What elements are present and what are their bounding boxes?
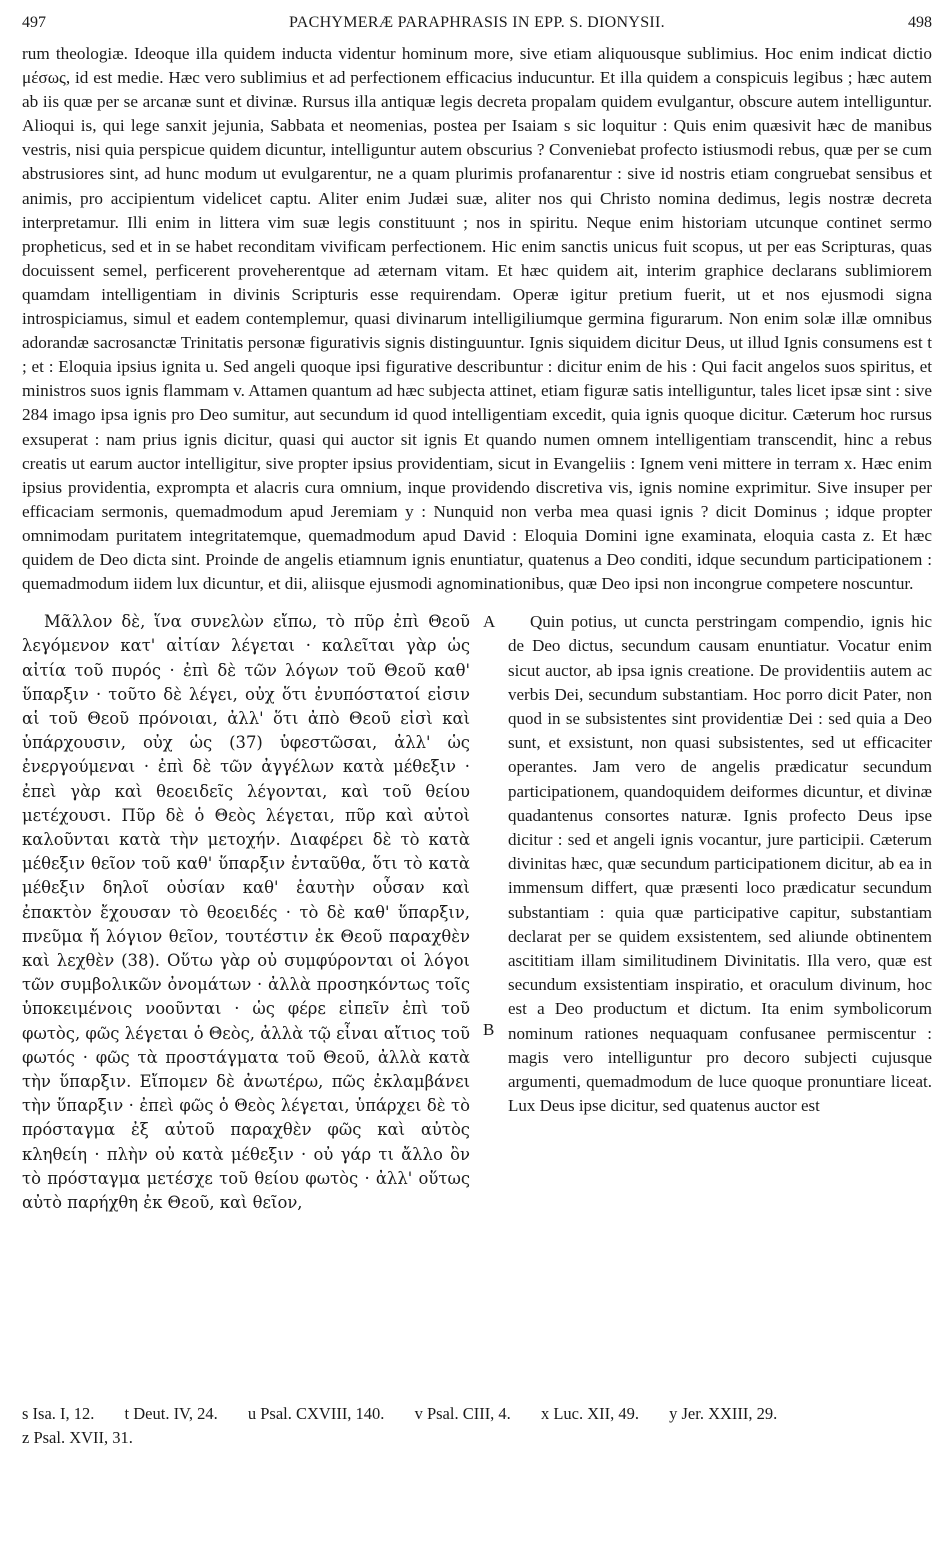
running-title: PACHYMERÆ PARAPHRASIS IN EPP. S. DIONYSII. bbox=[289, 14, 665, 31]
margin-marker-b: B bbox=[483, 1020, 495, 1040]
footnote-item: x Luc. XII, 49. bbox=[540, 1404, 639, 1423]
footnote-item: t Deut. IV, 24. bbox=[124, 1404, 218, 1423]
page-header bbox=[22, 8, 932, 36]
page bbox=[22, 8, 932, 1230]
greek-column bbox=[22, 610, 470, 1215]
latin-paragraph-top bbox=[22, 42, 932, 596]
footnote-item: z Psal. XVII, 31. bbox=[22, 1428, 133, 1447]
latin-column-text: Quin potius, ut cuncta perstringam compendio, ignis hic de Deo dictus, secundum causam enuntiatur. Vocatur enim sicut auctor, ab ipsa ignis creatione. De providentiis autem ac verbis Dei, secundum substantiam. Hoc porro dicit Pater, non quod in se subsistentes sint providentiæ Dei : sed quia a Deo sunt, et exsistunt, non quasi subsistentes, sed ut efficaciter operantes. Jam vero de angelis prædicatur secundum participationem, quandoquidem deiformes dicuntur, et divinæ quadantenus consortes naturæ. Ignis profecto Deus ipse dicitur : sed et angeli ignis vocantur, jure participii. Cæterum divinitas hæc, quæ secundum participationem dicitur, ab ea in immensum differt, quæ præsenti loco prædicatur secundum substantiam : quia quæ participative capitur, substantiam declarat per se quidem exsistentem, sed aliunde obtinentem ascititiam illam similitudinem Divinitatis. Illa vero, quæ est secundum exsistentiam inspiratio, et oraculum divinum, hoc est a Deo productum et dictum. Ita enim symbolicorum nominum rationes nequaquam confusanee permiscentur : magis vero intelliguntur pro decoro subjecti cujusque argumenti, quemadmodum de luce quoque pronuntiare liceat. Lux Deus ipse dicitur, sed quatenus auctor est bbox=[508, 612, 932, 1116]
page-number-left: 497 bbox=[22, 14, 46, 31]
margin-marker-a: A bbox=[483, 612, 496, 632]
greek-text: Μᾶλλον δὲ, ἵνα συνελὼν εἴπω, τὸ πῦρ ἐπὶ Θεοῦ λεγόμενον κατ' αἰτίαν λέγεται · καλεῖται γὰρ ὡς αἰτία τοῦ πυρός · ἐπὶ δὲ τῶν λόγων τοῦ Θεοῦ καθ' ὕπαρξιν · τοῦτο δὲ λέγει, οὐχ ὅτι ἐνυπόστατοί εἰσιν αἱ τοῦ Θεοῦ πρόνοιαι, ἀλλ' ὅτι ἀπὸ Θεοῦ εἰσὶ καὶ ὑπάρχουσιν, οὐχ ὡς (37) ὑφεστῶσαι, ἀλλ' ὡς ἐνεργούμεναι · ἐπὶ δὲ τῶν ἀγγέλων κατὰ μέθεξιν · ἐπεὶ γὰρ καὶ θεοειδεῖς λέγονται, καὶ τοῦ θείου μετέχουσι. Πῦρ δὲ ὁ Θεὸς λέγεται, πῦρ καὶ αὐτοὶ καλοῦνται κατὰ τὴν μετοχήν. Διαφέρει δὲ τὸ κατὰ μέθεξιν θεῖον τοῦ καθ' ὕπαρξιν ἐνταῦθα, ὅτι τὸ κατὰ μέθεξιν δηλοῖ οὐσίαν καθ' ἑαυτὴν οὖσαν καὶ ἐπακτὸν ἔχουσαν τὸ θεοειδές · τὸ δὲ καθ' ὕπαρξιν, πνεῦμα ἤ λόγιον θεῖον, τουτέστιν ἐκ Θεοῦ παραχθὲν καὶ λεχθὲν (38). Οὕτω γὰρ οὐ συμφύρονται οἱ λόγοι τῶν συμβολικῶν ὀνομάτων · ἀλλὰ προσηκόντως τοῖς ὑποκειμένοις νοοῦνται · ὡς φέρε εἰπεῖν ἐπὶ τοῦ φωτὸς, φῶς λέγεται ὁ Θεὸς, ἀλλὰ τῷ εἶναι αἴτιος τοῦ φωτός · φῶς τὰ προστάγματα τοῦ Θεοῦ, ἀλλὰ κατὰ τὴν ὕπαρξιν. Εἴπομεν δὲ ἀνωτέρω, πῶς ἐκλαμβάνει τὴν ὕπαρξιν · ἐπεὶ φῶς ὁ Θεὸς λέγεται, ὑπάρχει δὲ τὸ πρόσταγμα ἐξ αὐτοῦ παραχθὲν φῶς καὶ αὐτὸς κληθείη · πλὴν οὐ κατὰ μέθεξιν · οὐ γάρ τι ἄλλο ὂν τὸ πρόσταγμα μετέσχε τοῦ θείου φωτὸς · ἀλλ' οὕτως αὐτὸ παρήχθη ἐκ Θεοῦ, καὶ θεῖον, bbox=[22, 612, 470, 1213]
footnotes bbox=[22, 1402, 932, 1450]
footnote-item: s Isa. I, 12. bbox=[22, 1404, 95, 1423]
footnote-item: y Jer. XXIII, 29. bbox=[669, 1404, 778, 1423]
page-number-right: 498 bbox=[908, 14, 932, 31]
latin-top-text: rum theologiæ. Ideoque illa quidem inducta videntur hominum more, sive etiam aliquousque sublimius. Hoc enim indicat dictio μέσως, id est medie. Hæc vero sublimius et ad perfectionem efficacius inducuntur. Et illa quidem a conspicuis legibus ; hæc autem ab iis quæ per se arcanæ sunt et divinæ. Rursus illa antiquæ legis decreta propalam quidem evulgantur, obscure autem intelliguntur. Alioqui is, qui lege sanxit jejunia, Sabbata et neomenias, postea per Isaiam s sic loquitur : Quis enim quæsivit hæc de manibus vestris, nisi quia perspicue quidem dicuntur, intelliguntur autem obscurius ? Conveniebat profecto istiusmodi rebus, quæ per se cum abstrusiores sint, ad hunc modum ut evulgarentur, ne a quam plurimis profanarentur : sive id nostris etiam congruebat sensibus et animis, pro accipientum videlicet captu. Aliter enim Judæi suæ, aliter nos qui Christo nomina dedimus, legis nostræ decreta interpretamur. Illi enim in littera vim suæ legis constituunt ; nos in spiritu. Neque enim historiam utcunque continet sermo propheticus, sed et in se habet reconditam vivificam perfectionem. Hic enim sanctis unicus fuit scopus, ut per eas Scripturas, quas docuissent semel, perficerent proveherentque ad æternam vitam. Et hæc quidem ait, interim graphice declarans sublimiorem quamdam intelligentiam in divinis Scripturis esse requirendam. Operæ igitur pretium fuerit, ut et nos ejusmodi signa introspiciamus, simul et eadem contemplemur, quasi divinarum intelligiliumque germina figurarum. Non enim solæ illæ omnibus adorandæ sacrosanctæ Trinitatis personæ figurativis signis distinguuntur. Ignis siquidem dicitur Deus, ut illud Ignis consumens est t ; et : Eloquia ipsius ignita u. Sed angeli quoque ipsi figurative describuntur : dicitur enim de his : Qui facit angelos suos spiritus, et ministros suos ignis flammam v. Attamen quantum ad hæc subjecta attinet, etiam figuræ satis intelliguntur, tales licet ipsæ sint : sive 284 imago ipsa ignis pro Deo sumitur, aut secundum id quod intelligentiam excedit, quia ignis quoque dicitur. Cæterum hoc rursus exsuperat : nam prius ignis dicitur, quasi qui auctor sit ignis Et quando numen omnem intelligentiam transcendit, hinc a rebus creatis ut earum auctor intelligitur, sive propter ipsius providentiam, sicut in Evangeliis : Ignem veni mittere in terram x. Hæc enim ipsius providentia, exprompta et alacris cura omnium, inque providendo discretiva vis, ignis nomine exprimitur. Sive insuper per efficaciam sermonis, quemadmodum apud Jeremiam y : Nunquid non verba mea quasi ignis ? dicit Dominus ; idque propter omnimodam puritatem integritatemque, quemadmodum apud David : Eloquia Domini igne examinata, eloquia casta z. Et hæc quidem de Deo dicta sint. Proinde de angelis etiamnum ignis enuntiatur, quatenus a Deo conditi, idque secundum participationem : quemadmodum iidem lux dicuntur, et dii, aliisque ejusmodi agnominationibus, quæ Deo ipsi non incongrue competere noscuntur. bbox=[22, 44, 932, 594]
footnote-item: v Psal. CIII, 4. bbox=[414, 1404, 511, 1423]
parallel-columns bbox=[22, 610, 932, 1230]
footnote-item: u Psal. CXVIII, 140. bbox=[247, 1404, 385, 1423]
latin-column bbox=[508, 610, 932, 1118]
